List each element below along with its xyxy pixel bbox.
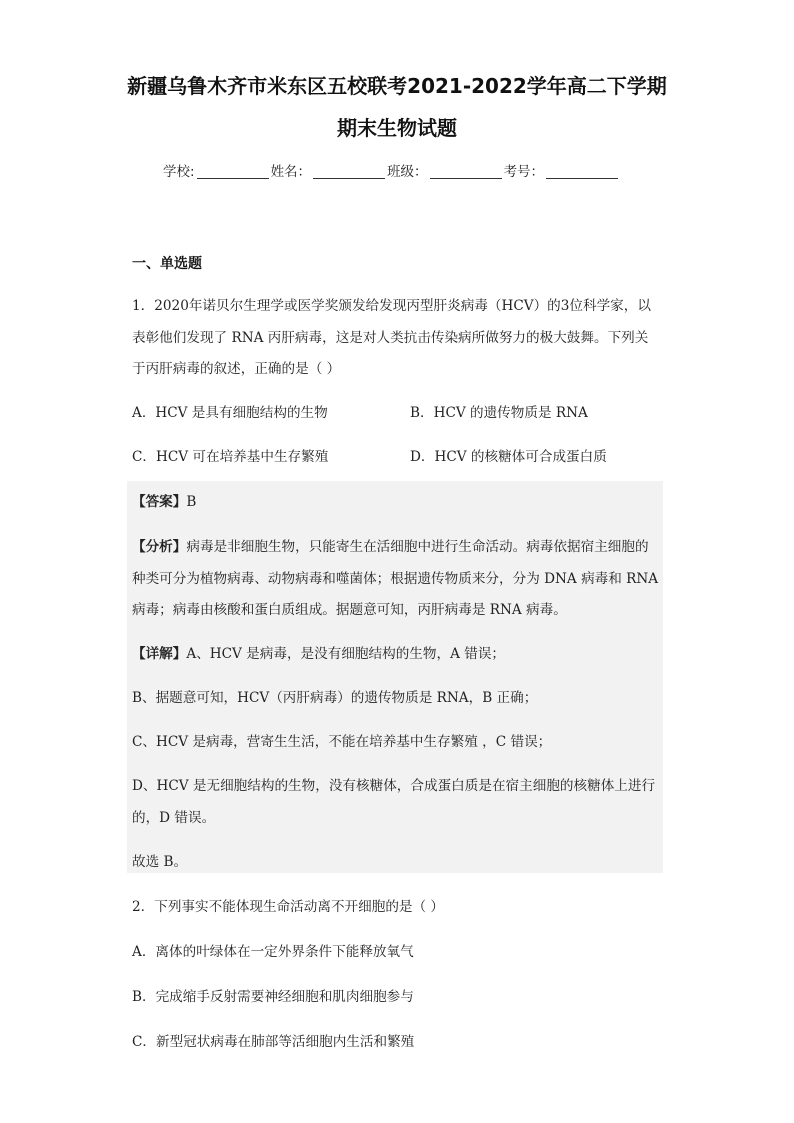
answer-label: 【答案】	[132, 494, 187, 510]
number-blank	[546, 164, 618, 179]
q1-answer	[132, 490, 196, 510]
q2-option-a: A．离体的叶绿体在一定外界条件下能释放氧气	[132, 944, 414, 960]
q1-detail-line-2: B、据题意可知，HCV（丙肝病毒）的遗传物质是 RNA，B 正确；	[132, 690, 538, 706]
number-label: 考号：	[503, 164, 545, 180]
q1-detail-line-1	[132, 642, 505, 662]
detail-text-1: A、HCV 是病毒，是没有细胞结构的生物，A 错误；	[186, 646, 506, 662]
analysis-text-1: 病毒是非细胞生物，只能寄生在活细胞中进行生命活动。病毒依据宿主细胞的	[186, 539, 649, 555]
q1-option-c: C．HCV 可在培养基中生存繁殖	[132, 449, 329, 465]
document-title-line-1: 新疆乌鲁木齐市米东区五校联考2021-2022学年高二下学期	[127, 74, 667, 98]
q1-detail-line-5: 的，D 错误。	[132, 810, 216, 826]
school-blank	[197, 164, 269, 179]
q1-analysis-line-1	[132, 535, 649, 555]
answer-value: B	[186, 494, 197, 510]
name-blank	[313, 164, 385, 179]
name-label: 姓名：	[270, 164, 312, 180]
q1-stem-line-3: 于丙肝病毒的叙述，正确的是（ ）	[132, 361, 341, 377]
q2-stem: 2．下列事实不能体现生命活动离不开细胞的是（ ）	[132, 899, 445, 915]
q1-option-b: B．HCV 的遗传物质是 RNA	[410, 405, 588, 421]
q1-analysis-line-3: 病毒；病毒由核酸和蛋白质组成。据题意可知，丙肝病毒是 RNA 病毒。	[132, 602, 567, 618]
q1-option-a: A．HCV 是具有细胞结构的生物	[132, 405, 328, 421]
q1-detail-line-6: 故选 B。	[132, 854, 188, 870]
q1-option-d: D．HCV 的核糖体可合成蛋白质	[410, 449, 607, 465]
q1-detail-line-3: C、HCV 是病毒，营寄生生活，不能在培养基中生存繁殖 ，C 错误；	[132, 734, 552, 750]
q1-stem-line-1: 1．2020年诺贝尔生理学或医学奖颁发给发现丙型肝炎病毒（HCV）的3位科学家，以	[132, 298, 651, 314]
q1-analysis-line-2: 种类可分为植物病毒、动物病毒和噬菌体；根据遗传物质来分，分为 DNA 病毒和 RNA	[132, 571, 659, 587]
student-info-row	[163, 160, 620, 180]
school-label: 学校:	[163, 164, 195, 180]
q1-stem-line-2: 表彰他们发现了 RNA 丙肝病毒，这是对人类抗击传染病所做努力的极大鼓舞。下列关	[132, 330, 649, 346]
detail-label: 【详解】	[132, 646, 187, 662]
section-title: 一、单选题	[132, 256, 202, 272]
q2-option-b: B．完成缩手反射需要神经细胞和肌肉细胞参与	[132, 989, 414, 1005]
document-title-line-2: 期末生物试题	[337, 116, 457, 140]
q2-option-c: C．新型冠状病毒在肺部等活细胞内生活和繁殖	[132, 1034, 415, 1050]
class-blank	[430, 164, 502, 179]
q1-detail-line-4: D、HCV 是无细胞结构的生物，没有核糖体，合成蛋白质是在宿主细胞的核糖体上进行	[132, 778, 656, 794]
analysis-label: 【分析】	[132, 539, 187, 555]
class-label: 班级：	[387, 164, 428, 180]
